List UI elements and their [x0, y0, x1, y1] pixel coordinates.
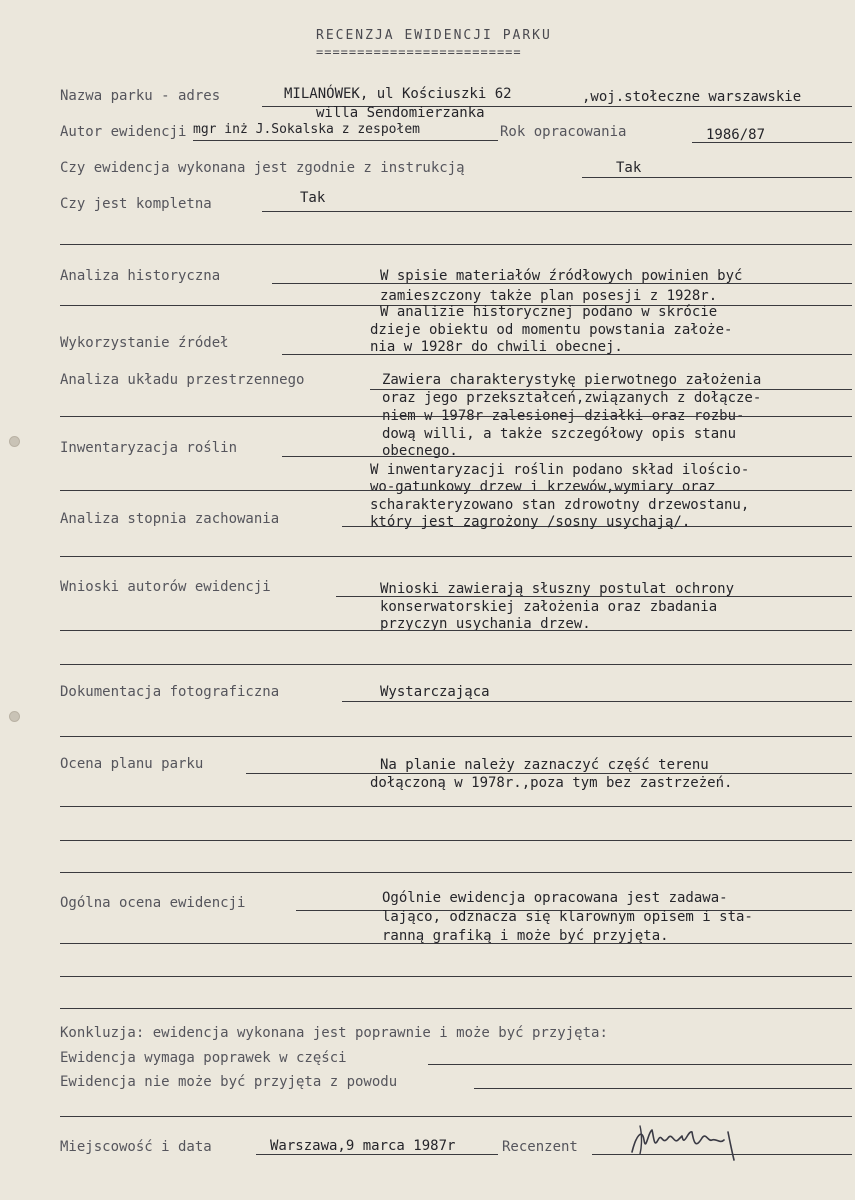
- ruled-line: [60, 840, 852, 841]
- author-line: [193, 140, 498, 141]
- compliance-line: [582, 177, 852, 178]
- author-label: Autor ewidencji: [60, 124, 187, 140]
- ruled-line: [60, 736, 852, 737]
- inventory-text-line: scharakteryzowano stan zdrowotny drzewostanu,: [370, 497, 750, 513]
- park-voivodeship: ,woj.stołeczne warszawskie: [582, 89, 802, 105]
- place-date-value: Warszawa,9 marca 1987r: [270, 1138, 456, 1154]
- park-plan-text-line: dołączoną w 1978r.,poza tym bez zastrzeżeń.: [370, 775, 733, 791]
- history-analysis-label: Analiza historyczna: [60, 268, 221, 284]
- spatial-text-line: oraz jego przekształceń,związanych z dołącze-: [382, 390, 762, 406]
- conclusions-text-line: Wnioski zawierają słuszny postulat ochrony: [380, 581, 735, 597]
- compliance-label: Czy ewidencja wykonana jest zgodnie z instrukcją: [60, 160, 465, 176]
- history-text-line: W spisie materiałów źródłowych powinien być: [380, 268, 743, 284]
- place-date-line: [256, 1154, 498, 1155]
- compliance-value: Tak: [616, 160, 642, 176]
- park-plan-label: Ocena planu parku: [60, 756, 204, 772]
- ruled-line: [60, 806, 852, 807]
- inventory-text-line: wo-gatunkowy drzew i krzewów,wymiary oraz: [370, 479, 716, 495]
- inventory-text-line: W inwentaryzacji roślin podano skład ilościo-: [370, 462, 750, 478]
- ruled-line: [60, 1008, 852, 1009]
- completeness-value: Tak: [300, 190, 326, 206]
- completeness-label: Czy jest kompletna: [60, 196, 212, 212]
- ruled-line: [60, 416, 852, 417]
- spatial-text-line: obecnego.: [382, 443, 458, 459]
- spatial-text-line: Zawiera charakterystykę pierwotnego założenia: [382, 372, 762, 388]
- spatial-layout-label: Analiza układu przestrzennego: [60, 372, 305, 388]
- blank-line: [60, 244, 852, 245]
- history-text-line: nia w 1928r do chwili obecnej.: [370, 339, 623, 355]
- park-name-label: Nazwa parku - adres: [60, 88, 221, 104]
- conclusions-text-line: przyczyn usychania drzew.: [380, 616, 591, 632]
- conclusions-text-line: konserwatorskiej założenia oraz zbadania: [380, 599, 718, 615]
- park-plan-text-line: Na planie należy zaznaczyć część terenu: [380, 757, 709, 773]
- conclusion-statement: Konkluzja: ewidencja wykonana jest poprawnie i może być przyjęta:: [60, 1025, 608, 1041]
- history-text-line: zamieszczony także plan posesji z 1928r.: [380, 288, 718, 304]
- history-text-line: dzieje obiektu od momentu powstania założe-: [370, 322, 733, 338]
- ruled-line: [60, 630, 852, 631]
- completeness-line: [262, 211, 852, 212]
- reviewer-label: Recenzent: [502, 1139, 578, 1155]
- ruled-line: [60, 664, 852, 665]
- rejection-reason-label: Ewidencja nie może być przyjęta z powodu: [60, 1074, 398, 1090]
- spatial-text-line: dową willi, a także szczegółowy opis stanu: [382, 426, 737, 442]
- author-value: mgr inż J.Sokalska z zespołem: [193, 122, 420, 137]
- year-label: Rok opracowania: [500, 124, 627, 140]
- punch-hole-bottom: [9, 711, 20, 722]
- park-name-value-2: willa Sendomierzanka: [316, 105, 485, 121]
- park-plan-line: [246, 773, 852, 774]
- ruled-line: [60, 872, 852, 873]
- overall-assessment-label: Ogólna ocena ewidencji: [60, 895, 246, 911]
- plant-inventory-label: Inwentaryzacja roślin: [60, 440, 238, 456]
- reviewer-signature: [624, 1118, 744, 1164]
- ruled-line: [60, 1116, 852, 1117]
- plant-inventory-line: [282, 456, 852, 457]
- corrections-needed-line: [428, 1064, 852, 1065]
- preservation-label: Analiza stopnia zachowania: [60, 511, 280, 527]
- year-value: 1986/87: [706, 127, 766, 143]
- overall-text-line: Ogólnie ewidencja opracowana jest zadawa-: [382, 890, 728, 906]
- ruled-line: [60, 556, 852, 557]
- photo-docs-value: Wystarczająca: [380, 684, 490, 700]
- sources-label: Wykorzystanie źródeł: [60, 335, 229, 351]
- overall-text-line: lająco, odznacza się klarownym opisem i sta-: [382, 909, 753, 925]
- park-name-value: MILANÓWEK, ul Kościuszki 62: [284, 86, 512, 102]
- page-title: RECENZJA EWIDENCJI PARKU: [316, 28, 552, 43]
- preservation-text: który jest zagrożony /sosny usychają/.: [370, 514, 691, 530]
- conclusions-label: Wnioski autorów ewidencji: [60, 579, 271, 595]
- history-text-line: W analizie historycznej podano w skrócie: [380, 304, 718, 320]
- corrections-needed-label: Ewidencja wymaga poprawek w części: [60, 1050, 347, 1066]
- photo-docs-label: Dokumentacja fotograficzna: [60, 684, 280, 700]
- punch-hole-top: [9, 436, 20, 447]
- photo-docs-line: [342, 701, 852, 702]
- spatial-text-line: niem w 1978r zalesionej działki oraz rozbu-: [382, 408, 745, 424]
- place-date-label: Miejscowość i data: [60, 1139, 212, 1155]
- overall-text-line: ranną grafiką i może być przyjęta.: [382, 928, 669, 944]
- ruled-line: [60, 976, 852, 977]
- rejection-reason-line: [474, 1088, 852, 1089]
- sources-line: [282, 354, 852, 355]
- title-underline: =========================: [316, 45, 522, 59]
- ruled-line: [60, 943, 852, 944]
- ruled-line: [60, 490, 852, 491]
